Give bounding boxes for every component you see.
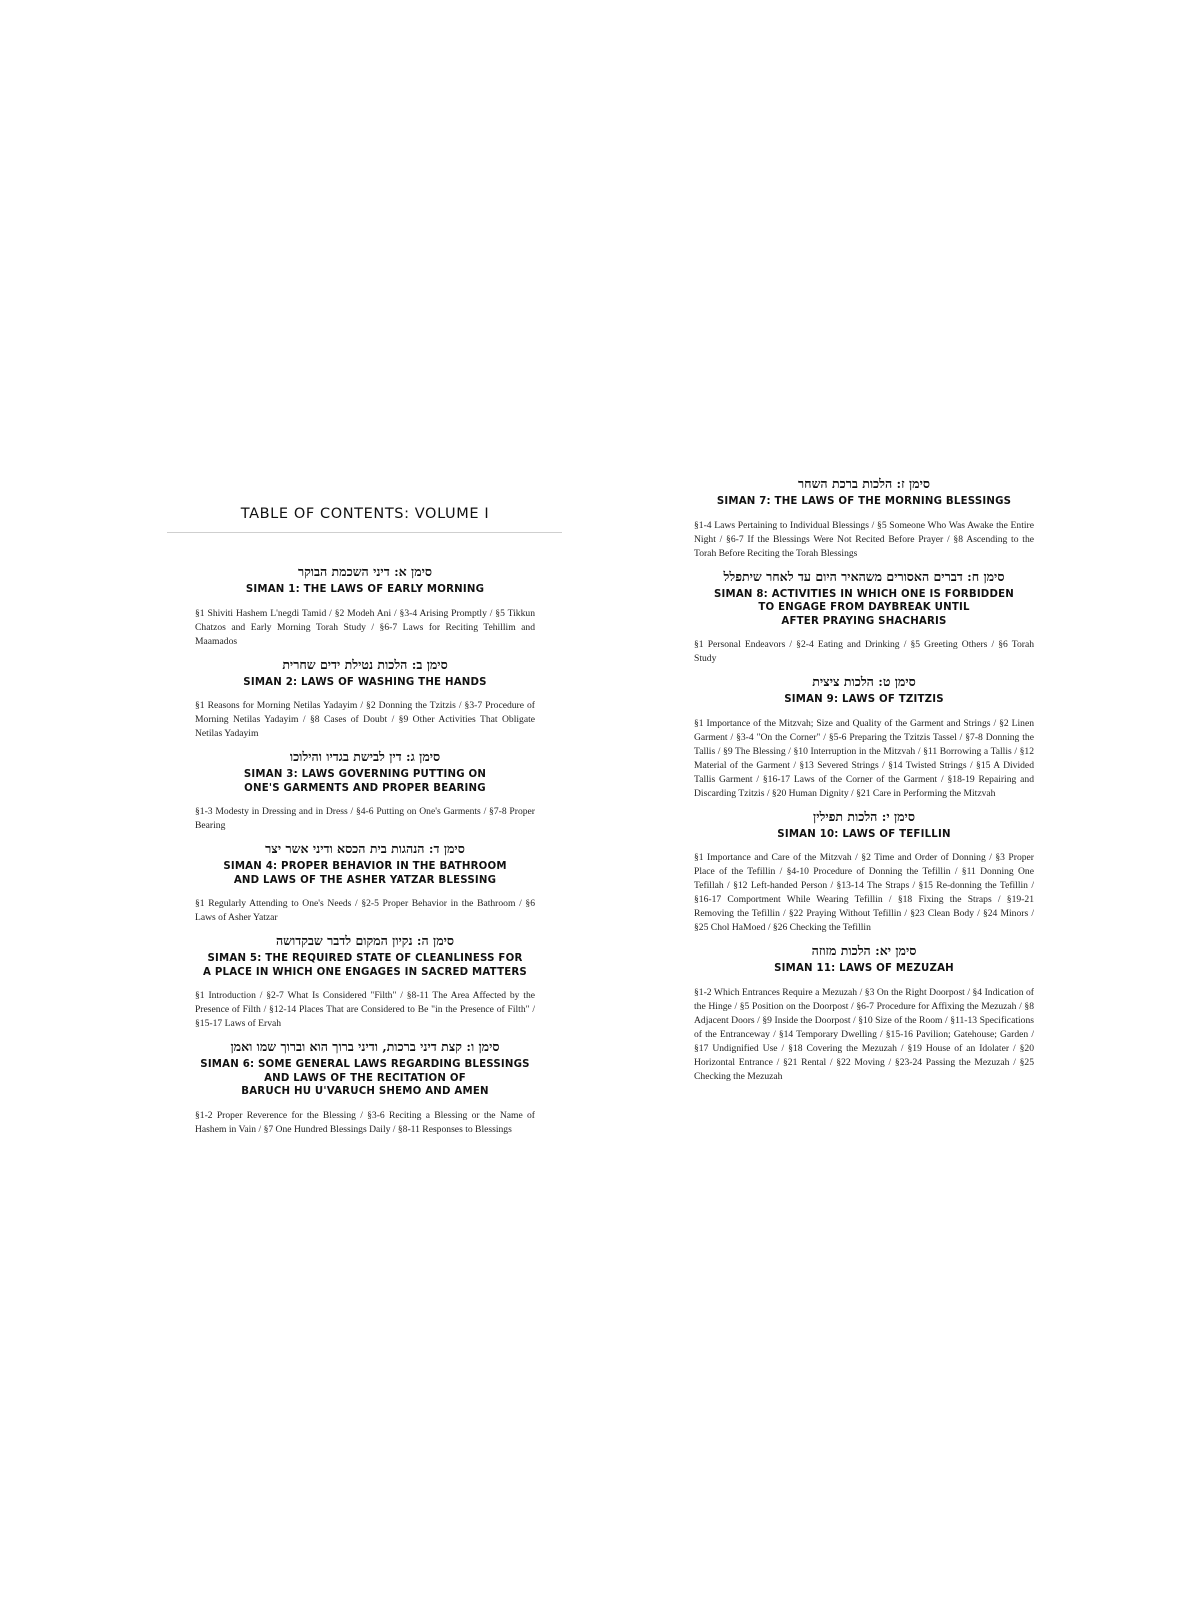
toc-entry-siman-6 <box>195 1039 535 1137</box>
section-list: §1-3 Modesty in Dressing and in Dress / §4-6 Putting on One's Garments / §7-8 Proper Bearing <box>195 806 535 831</box>
toc-entry-siman-9 <box>694 674 1034 801</box>
hebrew-heading: סימן ח: דברים האסורים משהאיר היום עד לאחר שיתפלל <box>723 568 1005 584</box>
hebrew-heading: סימן א: דיני השכמת הבוקר <box>297 564 433 579</box>
english-heading: SIMAN 8: ACTIVITIES IN WHICH ONE IS FORBIDDEN TO ENGAGE FROM DAYBREAK UNTIL AFTER PRAYING SHACHARIS <box>713 588 1015 627</box>
toc-entry-siman-1 <box>195 564 535 649</box>
english-heading: SIMAN 2: LAWS OF WASHING THE HANDS <box>243 676 487 688</box>
section-list: §1 Importance of the Mitzvah; Size and Quality of the Garment and Strings / §2 Linen Garment / §3-4 "On the Corner" / §5-6 Preparing the Tzitzis Tassel / §7-8 Donning the Tallis / §9 The Blessing / §10 Interruption in the Mitzvah / §11 Borrowing a Tallis / §12 Material of the Garment / §13 Severed Strings / §14 Twisted Strings / §15 A Divided Tallis Garment / §16-17 Laws of the Corner of the Garment / §18-19 Repairing and Discarding Tzitzis / §20 Human Dignity / §21 Care in Performing the Mitzvah <box>694 717 1034 799</box>
section-list: §1-2 Which Entrances Require a Mezuzah / §3 On the Right Doorpost / §4 Indication of the Hinge / §5 Position on the Doorpost / §6-7 Procedure for Affixing the Mezuzah / §8 Adjacent Doors / §9 Inside the Doorpost / §10 Size of the Room / §11-13 Specifications of the Entranceway / §14 Temporary Dwelling / §15-16 Pavilion; Gatehouse; Garden / §17 Undignified Use / §18 Covering the Mezuzah / §19 House of an Idolater / §20 Horizontal Entrance / §21 Rental / §22 Moving / §23-24 Passing the Mezuzah / §25 Checking the Mezuzah <box>694 986 1034 1082</box>
hebrew-heading: סימן יא: הלכות מזוזה <box>811 943 917 958</box>
section-list: §1 Personal Endeavors / §2-4 Eating and Drinking / §5 Greeting Others / §6 Torah Study <box>694 639 1034 664</box>
section-list: §1 Regularly Attending to One's Needs / §2-5 Proper Behavior in the Bathroom / §6 Laws of Asher Yatzar <box>195 898 535 923</box>
section-list: §1-2 Proper Reverence for the Blessing / §3-6 Reciting a Blessing or the Name of Hashem in Vain / §7 One Hundred Blessings Daily / §8-11 Responses to Blessings <box>195 1109 535 1135</box>
toc-entry-siman-11 <box>694 943 1034 1084</box>
english-heading: SIMAN 7: THE LAWS OF THE MORNING BLESSINGS <box>716 496 1012 507</box>
section-list: §1 Reasons for Morning Netilas Yadayim / §2 Donning the Tzitzis / §3-7 Procedure of Morning Netilas Yadayim / §8 Cases of Doubt / §9 Other Activities That Obligate Netilas Yadayim <box>195 700 535 739</box>
hebrew-heading: סימן ג: דין לבישת בגדיו והילוכו <box>289 749 441 764</box>
hebrew-heading: סימן ז: הלכות ברכת השחר <box>798 476 930 491</box>
section-list: §1 Importance and Care of the Mitzvah / §2 Time and Order of Donning / §3 Proper Place of the Tefillin / §4-10 Procedure of Donning the Tefillin / §11 Donning One Tefillah / §12 Left-handed Person / §13-14 The Straps / §15 Re-donning the Tefillin / §16-17 Comportment While Wearing Tefillin / §18 Fixing the Straps / §19-21 Removing the Tefillin / §22 Praying Without Tefillin / §23 Clean Body / §24 Minors / §25 Chol HaMoed / §26 Checking the Tefillin <box>694 852 1034 933</box>
english-heading: SIMAN 9: LAWS OF TZITZIS <box>784 694 944 705</box>
section-list: §1 Shiviti Hashem L'negdi Tamid / §2 Modeh Ani / §3-4 Arising Promptly / §5 Tikkun Chatzos and Early Morning Torah Study / §6-7 Laws for Reciting Tehillim and Maamados <box>195 607 535 647</box>
left-entries <box>195 564 535 1137</box>
english-heading: SIMAN 10: LAWS OF TEFILLIN <box>777 828 951 840</box>
toc-entry-siman-4 <box>195 841 535 925</box>
right-page <box>694 476 1034 1092</box>
toc-entry-siman-3 <box>195 749 535 833</box>
section-list: §1 Introduction / §2-7 What Is Considered "Filth" / §8-11 The Area Affected by the Presence of Filth / §12-14 Places That are Considered to Be "in the Presence of Filth" / §15-17 Laws of Ervah <box>195 990 535 1029</box>
english-heading: SIMAN 3: LAWS GOVERNING PUTTING ON ONE'S GARMENTS AND PROPER BEARING <box>243 769 487 794</box>
left-page <box>195 500 535 1145</box>
toc-entry-siman-7 <box>694 476 1034 561</box>
hebrew-heading: סימן ד: הנהגות בית הכסא ודיני אשר יצר <box>265 841 465 856</box>
english-heading: SIMAN 5: THE REQUIRED STATE OF CLEANLINESS FOR A PLACE IN WHICH ONE ENGAGES IN SACRED MATTERS <box>203 953 527 978</box>
hebrew-heading: סימן ט: הלכות ציצית <box>812 674 916 689</box>
page-title: TABLE OF CONTENTS: VOLUME I <box>240 506 490 522</box>
english-heading: SIMAN 1: THE LAWS OF EARLY MORNING <box>245 584 485 595</box>
toc-entry-siman-8 <box>694 569 1034 667</box>
toc-entry-siman-2 <box>195 657 535 742</box>
hebrew-heading: סימן ו: קצת דיני ברכות, ודיני ברוך הוא וברוך שמו ואמן <box>230 1039 500 1054</box>
toc-entry-siman-5 <box>195 933 535 1031</box>
right-entries <box>694 476 1034 1084</box>
section-list: §1-4 Laws Pertaining to Individual Blessings / §5 Someone Who Was Awake the Entire Night / §6-7 If the Blessings Were Not Recited Before Prayer / §8 Ascending to the Torah Before Reciting the Torah Blessings <box>694 519 1034 559</box>
english-heading: SIMAN 6: SOME GENERAL LAWS REGARDING BLESSINGS AND LAWS OF THE RECITATION OF BARUCH HU U'VARUCH SHEMO AND AMEN <box>200 1059 530 1097</box>
toc-entry-siman-10 <box>694 809 1034 936</box>
english-heading: SIMAN 4: PROPER BEHAVIOR IN THE BATHROOM AND LAWS OF THE ASHER YATZAR BLESSING <box>223 861 507 886</box>
hebrew-heading: סימן י: הלכות תפילין <box>813 808 915 824</box>
english-heading: SIMAN 11: LAWS OF MEZUZAH <box>774 963 954 974</box>
hebrew-heading: סימן ה: נקיון המקום לדבר שבקדושה <box>275 933 455 948</box>
hebrew-heading: סימן ב: הלכות נטילת ידים שחרית <box>282 656 448 672</box>
